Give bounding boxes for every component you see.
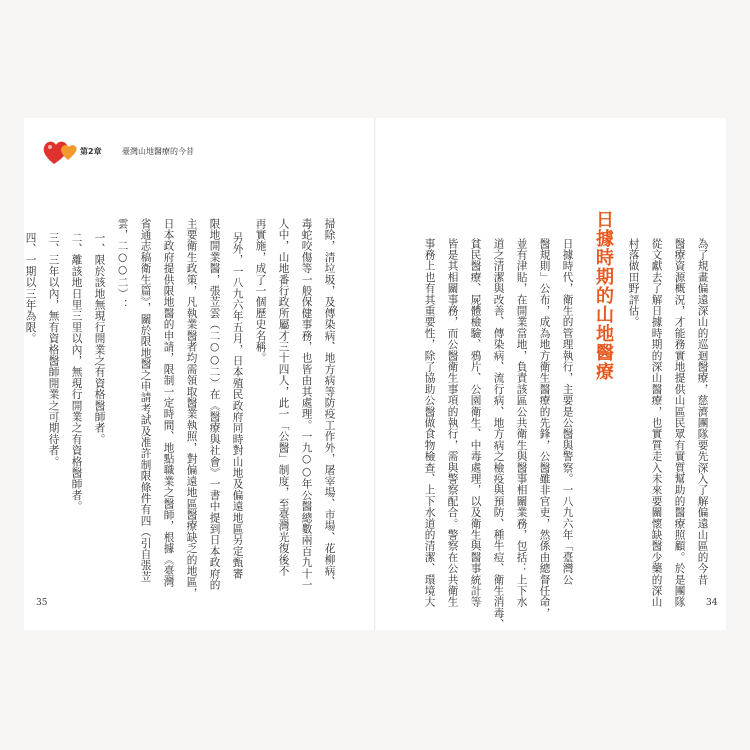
text-column: 主要衛生政策，凡執業醫者均需領取醫業執照，對偏遠地區醫療缺乏的地區， <box>185 218 198 599</box>
text-column: 醫療資源概況，才能務實地提供山區民眾有實質幫助的醫療照顧。於是團隊 <box>673 238 686 608</box>
page-number-left: 35 <box>36 598 48 608</box>
text-column: 皆是其相關事務，而公醫衛生事項的執行，需與警察配合。警察在公共衛生 <box>446 238 459 608</box>
list-item: 四、一期以三年為限。 <box>24 232 37 344</box>
text-column: 村落做田野評估。 <box>627 238 640 328</box>
text-column: 雲，二○○二）： <box>116 218 129 311</box>
text-column: 人中，山地番行政所屬才三十四人，此一「公醫」制度，至臺灣光復後不 <box>277 218 290 577</box>
chapter-number: 第2章 <box>80 147 102 156</box>
book-gutter <box>374 118 376 630</box>
hearts-icon <box>42 136 82 168</box>
chapter-header <box>42 136 242 168</box>
text-column: 省通志稿衛生篇》，關於限地醫之申請考試及准許制限條件有四（引自張苙 <box>139 218 152 583</box>
text-column: 貧民醫療、屍體檢驗、鴉片、公園衛生、中毒處理，以及衛生與醫事統計等 <box>469 238 482 608</box>
text-column: 從文獻去了解日據時期的深山醫療，也實質走入未來要關懷缺醫少藥的深山 <box>650 238 663 608</box>
list-item: 二、離該地日里三里以內，無現行開業之有資格醫師者。 <box>70 232 83 512</box>
section-heading: 日據時期的山地醫療 <box>593 210 614 381</box>
text-column: 為了規畫偏遠深山的巡迴醫療，慈濟團隊要先深入了解偏遠山區的今昔 <box>696 238 709 586</box>
text-column: 再實施，成了一個歷史名稱。 <box>254 218 267 364</box>
text-column: 掃除，清垃圾，及傳染病、地方病等防疫工作外，屠宰場、市場、花柳病、 <box>323 218 336 588</box>
text-column: 另外，一八九六年五月，日本殖民政府同時對山地及偏遠地區另定甄審 <box>231 232 244 580</box>
text-column: 道之清潔與改善、傳染病、流行病、地方病之檢疫與預防、種牛痘、衛生消毒、 <box>492 238 505 630</box>
text-column: 並有津貼，在開業當地，負責該區公共衛生與醫事相關業務，包括：上下水 <box>515 238 528 608</box>
list-item: 三、三年以內，無有資格醫師開業之可期待者。 <box>47 232 60 468</box>
text-column: 毒蛇咬傷等一般保健事務，也皆由其處理。一九○○年公醫總數兩百九十一 <box>300 218 313 591</box>
text-column: 醫規則」公布，成為地方衛生醫療的先鋒，公醫雖非官吏，然係由總督任命， <box>538 238 551 619</box>
list-item: 一、限於該地無現行開業之有資格醫師者。 <box>93 232 106 445</box>
text-column: 日本政府提供限地醫的申請，限制一定時間、地點職業之醫師，根據《臺灣 <box>162 218 175 588</box>
page-number-right: 34 <box>706 598 718 608</box>
text-column: 事務上也有其重要性，除了協助公醫做食物檢查、上下水道的清潔、環境大 <box>423 238 436 608</box>
text-column: 限地開業醫，張苙雲（二○○二）在《醫療與社會》一書中提到日本政府的 <box>208 218 221 591</box>
text-column: 日據時代，衛生的管理執行，主要是公醫與警察。一八九六年「臺灣公 <box>561 238 574 586</box>
chapter-title: 臺灣山地醫療的今昔 <box>122 147 194 156</box>
